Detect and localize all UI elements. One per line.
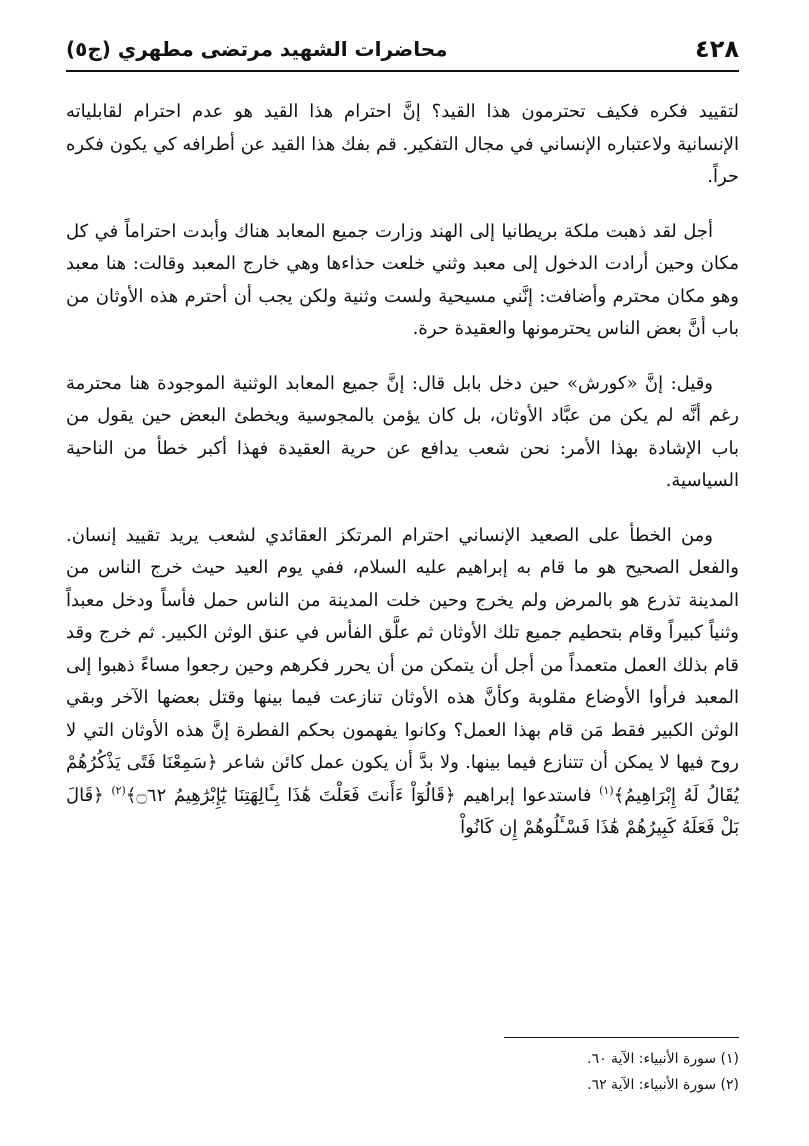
footnotes — [339, 1046, 739, 1098]
footnote-ref-2[interactable]: (٢) — [111, 783, 126, 797]
header-rule — [66, 70, 739, 72]
page-header — [66, 32, 739, 66]
paragraph-4 — [66, 520, 739, 845]
running-title: محاضرات الشهيد مرتضى مطهري (ج٥) — [66, 37, 448, 61]
footnote-ref-1[interactable]: (١) — [599, 783, 614, 797]
paragraph-4-middle: فاستدعوا إبراهيم — [463, 784, 592, 806]
paragraph-2: أجل لقد ذهبت ملكة بريطانيا إلى الهند وزارت جميع المعابد هناك وأبدت احتراماً في كل مكان وحين أرادت الدخول إلى معبد وثني خلعت حذاءها وهي خارج المعبد وقالت: هنا معبد وهو مكان محترم وأضافت: إنَّني مسيحية ولست وثنية ولكن يجب أن أحترم هذه الأوثان من باب أنَّ بعض الناس يحترمونها والعقيدة حرة. — [66, 220, 739, 339]
quran-verse-1: ﴿سَمِعْنَا فَتًى يَذْكُرُهُمْ يُقَالُ لَهُ إِبْرَاهِيمُ﴾ — [66, 752, 740, 806]
footnote-2: (٢) سورة الأنبياء: الآية ٦٢. — [587, 1077, 739, 1093]
body-text — [66, 96, 739, 867]
page-number: ٤٢٨ — [695, 35, 739, 63]
quran-verse-2: ﴿قَالُوٓاْ ءَأَنتَ فَعَلْتَ هَٰذَا بِـَٔالِهَتِنَا يَٰٓإِبْرَٰهِيمُ ۝٦٢﴾ — [125, 784, 456, 806]
quran-verse-3: ﴿قَالَ بَلْ فَعَلَهُ كَبِيرُهُمْ هَٰذَا فَسْـَٔلُوهُمْ إِن كَانُواْ — [66, 784, 739, 838]
paragraph-3: وقيل: إنَّ «كورش» حين دخل بابل قال: إنَّ جميع المعابد الوثنية الموجودة هنا محترمة رغم أنَّه لم يكن من عبَّاد الأوثان، بل كان يؤمن بالمجوسية ويخطئ البعض حين يقول من باب الإشادة بهذا الأمر: نحن شعب يدافع عن حرية العقيدة فهذا أكبر خطأ من الناحية السياسية. — [66, 372, 739, 491]
footnote-1: (١) سورة الأنبياء: الآية ٦٠. — [587, 1051, 739, 1067]
paragraph-4-text: ومن الخطأ على الصعيد الإنساني احترام المرتكز العقائدي لشعب يريد تقييد إنسان. والفعل الصحيح هو ما قام به إبراهيم عليه السلام، ففي يوم العيد حيث خرج الناس من المدينة تذرع هو بالمرض ولم يخرج وحين خلت المدينة من الناس حمل فأساً ودخل معبداً وثنياً كبيراً وقام بتحطيم جميع تلك الأوثان ثم علَّق الفأس في عنق الوثن الكبير. ثم خرج وقد قام بذلك العمل متعمداً من أجل أن يتمكن من أن يحرر فكرهم وحين رجعوا مساءً ذهبوا إلى المعبد فرأوا الأوضاع مقلوبة وكأنَّ هذه الأوثان تنازعت فيما بينها وقتل بعضها الآخر وبقي الوثن الكبير فقط مَن قام بهذا العمل؟ وكانوا يفهمون بحكم الفطرة إنَّ هذه الأوثان التي لا روح فيها لا يمكن أن تتنازع فيما بينها. ولا بدَّ أن يكون عمل كائن شاعر — [66, 524, 739, 773]
paragraph-1: لتقييد فكره فكيف تحترمون هذا القيد؟ إنَّ احترام هذا القيد هو عدم احترام لقابلياته الإنسانية ولاعتباره الإنساني في مجال التفكير. قم بفك هذا القيد عن أطرافه كي يكون فكره حراً. — [66, 101, 739, 187]
footnote-rule — [504, 1037, 739, 1038]
